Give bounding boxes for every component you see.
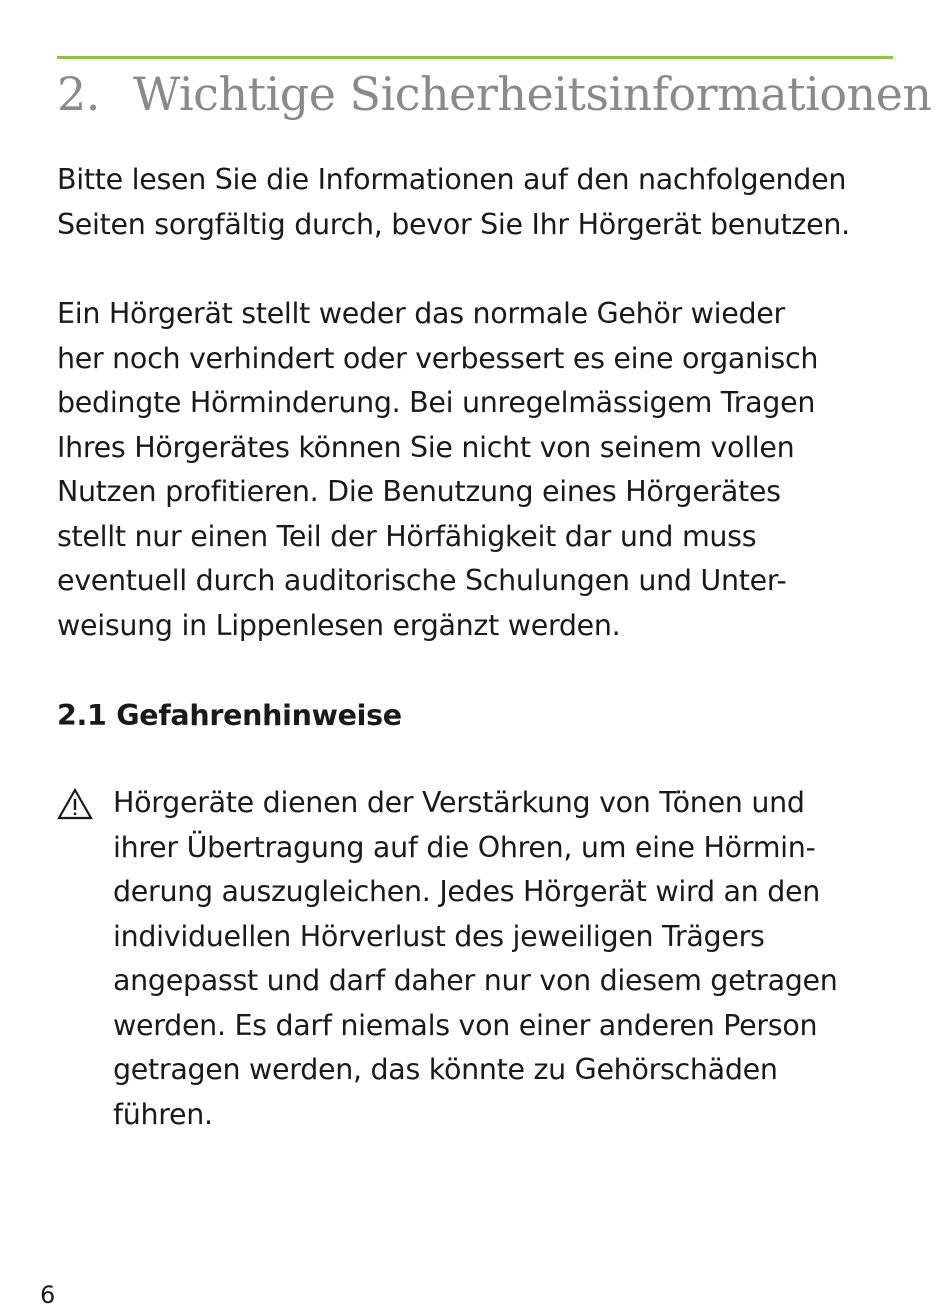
body-line: Ein Hörgerät stellt weder das normale Gehör wieder [57,297,785,330]
warning-line: ihrer Übertragung auf die Ohren, um eine Hörmin- [113,830,816,864]
warning-triangle-icon [57,788,93,820]
warning-line: werden. Es darf niemals von einer anderen Person [113,1008,818,1042]
body-line: weisung in Lippenlesen ergänzt werden. [57,608,621,642]
body-line: bedingte Hörminderung. Bei unregelmässigem Tragen [57,386,816,419]
page-number: 6 [40,1281,56,1309]
chapter-title [57,66,932,122]
body-line: stellt nur einen Teil der Hörfähigkeit dar und muss [57,519,757,553]
body-line: eventuell durch auditorische Schulungen und Unter- [57,564,787,597]
header-rule [57,56,893,59]
chapter-number: 2. [57,67,100,121]
warning-line: führen. [113,1097,213,1131]
intro-paragraph [57,158,850,247]
warning-line: Hörgeräte dienen der Verstärkung von Tönen und [113,786,805,819]
intro-line: Seiten sorgfältig durch, bevor Sie Ihr Hörgerät benutzen. [57,207,850,241]
section-heading: 2.1 Gefahrenhinweise [57,699,402,732]
body-line: Nutzen profitieren. Die Benutzung eines Hörgerätes [57,475,781,508]
warning-line: angepasst und darf daher nur von diesem getragen [113,964,838,997]
body-paragraph [57,292,818,648]
warning-line: individuellen Hörverlust des jeweiligen Trägers [113,919,765,953]
warning-paragraph [113,781,838,1137]
intro-line: Bitte lesen Sie die Informationen auf den nachfolgenden [57,163,847,196]
warning-line: getragen werden, das könnte zu Gehörschäden [113,1053,778,1086]
chapter-title-text: Wichtige Sicherheitsinformationen [133,67,932,121]
body-line: Ihres Hörgerätes können Sie nicht von seinem vollen [57,430,795,464]
warning-line: derung auszugleichen. Jedes Hörgerät wird an den [113,875,820,908]
body-line: her noch verhindert oder verbessert es eine organisch [57,341,819,375]
